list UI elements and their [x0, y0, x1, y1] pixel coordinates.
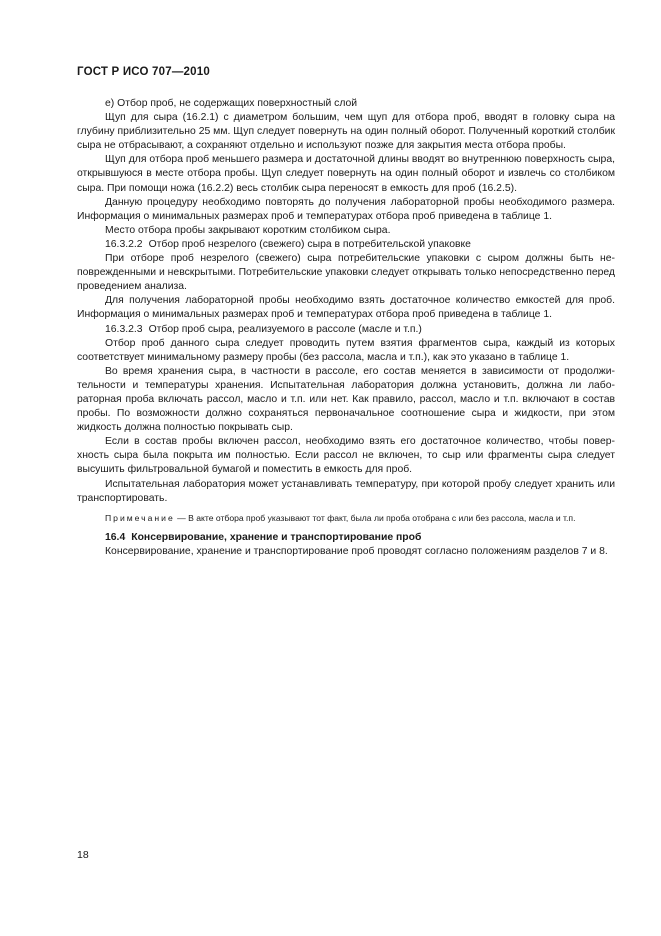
- subsection-number: 16.3.2.2: [105, 238, 143, 250]
- paragraph: Для получения лабораторной пробы необходимо взять достаточное количество емкостей для проб. Информация о минимальных размерах проб и температурах отбора проб приведена в таблице 1.: [77, 295, 615, 321]
- paragraph: Во время хранения сыра, в частности в рассоле, его состав меняется в зависимости от продолжительности и температуры хранения. Испытательная лаборатория должна установить, должна ли лабораторная проба включать рассол, масло и т.п. или нет. Как правило, рассол, масло и т.п. включают в состав пробы. По возможности должно сохраняться первоначальное соотношение сыра и жидкости, при этом жидкость должна полностью покрывать сыр.: [77, 365, 615, 434]
- paragraph: При отборе проб незрелого (свежего) сыра потребительские упаковки с сыром должны быть неповрежденными и невскрытыми. Потребительские упаковки следует открывать только непосредственно перед проведением анализа.: [77, 253, 615, 293]
- subsection-title: Отбор проб сыра, реализуемого в рассоле (масле и т.п.): [148, 323, 422, 335]
- note: [77, 512, 615, 525]
- paragraph: е) Отбор проб, не содержащих поверхностный слой: [105, 98, 358, 109]
- subsection-title: Отбор проб незрелого (свежего) сыра в потребительской упаковке: [148, 238, 471, 250]
- page-number: 18: [77, 849, 89, 861]
- subsection-number: 16.3.2.3: [105, 323, 143, 335]
- note-text: — В акте отбора проб указывают тот факт, была ли проба отобрана с или без рассола, масла и т.п.: [177, 512, 576, 523]
- section-heading: [77, 531, 615, 545]
- paragraph: Место отбора пробы закрывают коротким столбиком сыра.: [105, 224, 391, 236]
- paragraph: Испытательная лаборатория может устанавливать температуру, при которой пробу следует хранить или транспортировать.: [77, 478, 615, 504]
- section-number: 16.4: [105, 531, 126, 543]
- paragraph: Данную процедуру необходимо повторять до получения лабораторной пробы необходимого размера. Информация о минимальных размерах проб и температурах отбора проб приведена в таблице 1.: [77, 196, 615, 222]
- note-label: Примечание: [105, 512, 175, 523]
- paragraph: Отбор проб данного сыра следует проводить путем взятия фрагментов сыра, каждый из которых соответствует минимальному размеру пробы (без рассола, масла и т.п.), как это указано в таблице 1.: [77, 337, 615, 363]
- section-title: Консервирование, хранение и транспортирование проб: [131, 531, 422, 543]
- paragraph: Консервирование, хранение и транспортирование проб проводят согласно положениям разделов 7 и 8.: [105, 545, 608, 557]
- subsection-heading: [77, 238, 615, 252]
- subsection-heading: [77, 323, 615, 337]
- paragraph: Если в состав пробы включен рассол, необходимо взять его достаточное количество, чтобы поверхность сыра была покрыта им полностью. Если рассол не включен, то сыр или фрагменты сыра следует высушить фильтровальной бумагой и поместить в емкость для проб.: [77, 436, 615, 476]
- document-header: ГОСТ Р ИСО 707—2010: [77, 66, 210, 78]
- paragraph: Щуп для отбора проб меньшего размера и достаточной длины вводят во внутреннюю поверхность сыра, открывшуюся в месте отбора пробы. Щуп следует повернуть на один полный оборот и извлечь со столбиком сыра. При помощи ножа (16.2.2) весь столбик сыра переносят в емкость для проб (16.2.5).: [77, 154, 615, 194]
- page-body: [77, 97, 615, 559]
- paragraph: Щуп для сыра (16.2.1) с диаметром большим, чем щуп для отбора проб, вводят в головку сыра на глубину приблизительно 25 мм. Щуп следует повернуть на один полный оборот. Полученный короткий столбик сыра не отбрасывают, а сохраняют отдельно и используют позже для закрытия места отбора пробы.: [77, 112, 615, 152]
